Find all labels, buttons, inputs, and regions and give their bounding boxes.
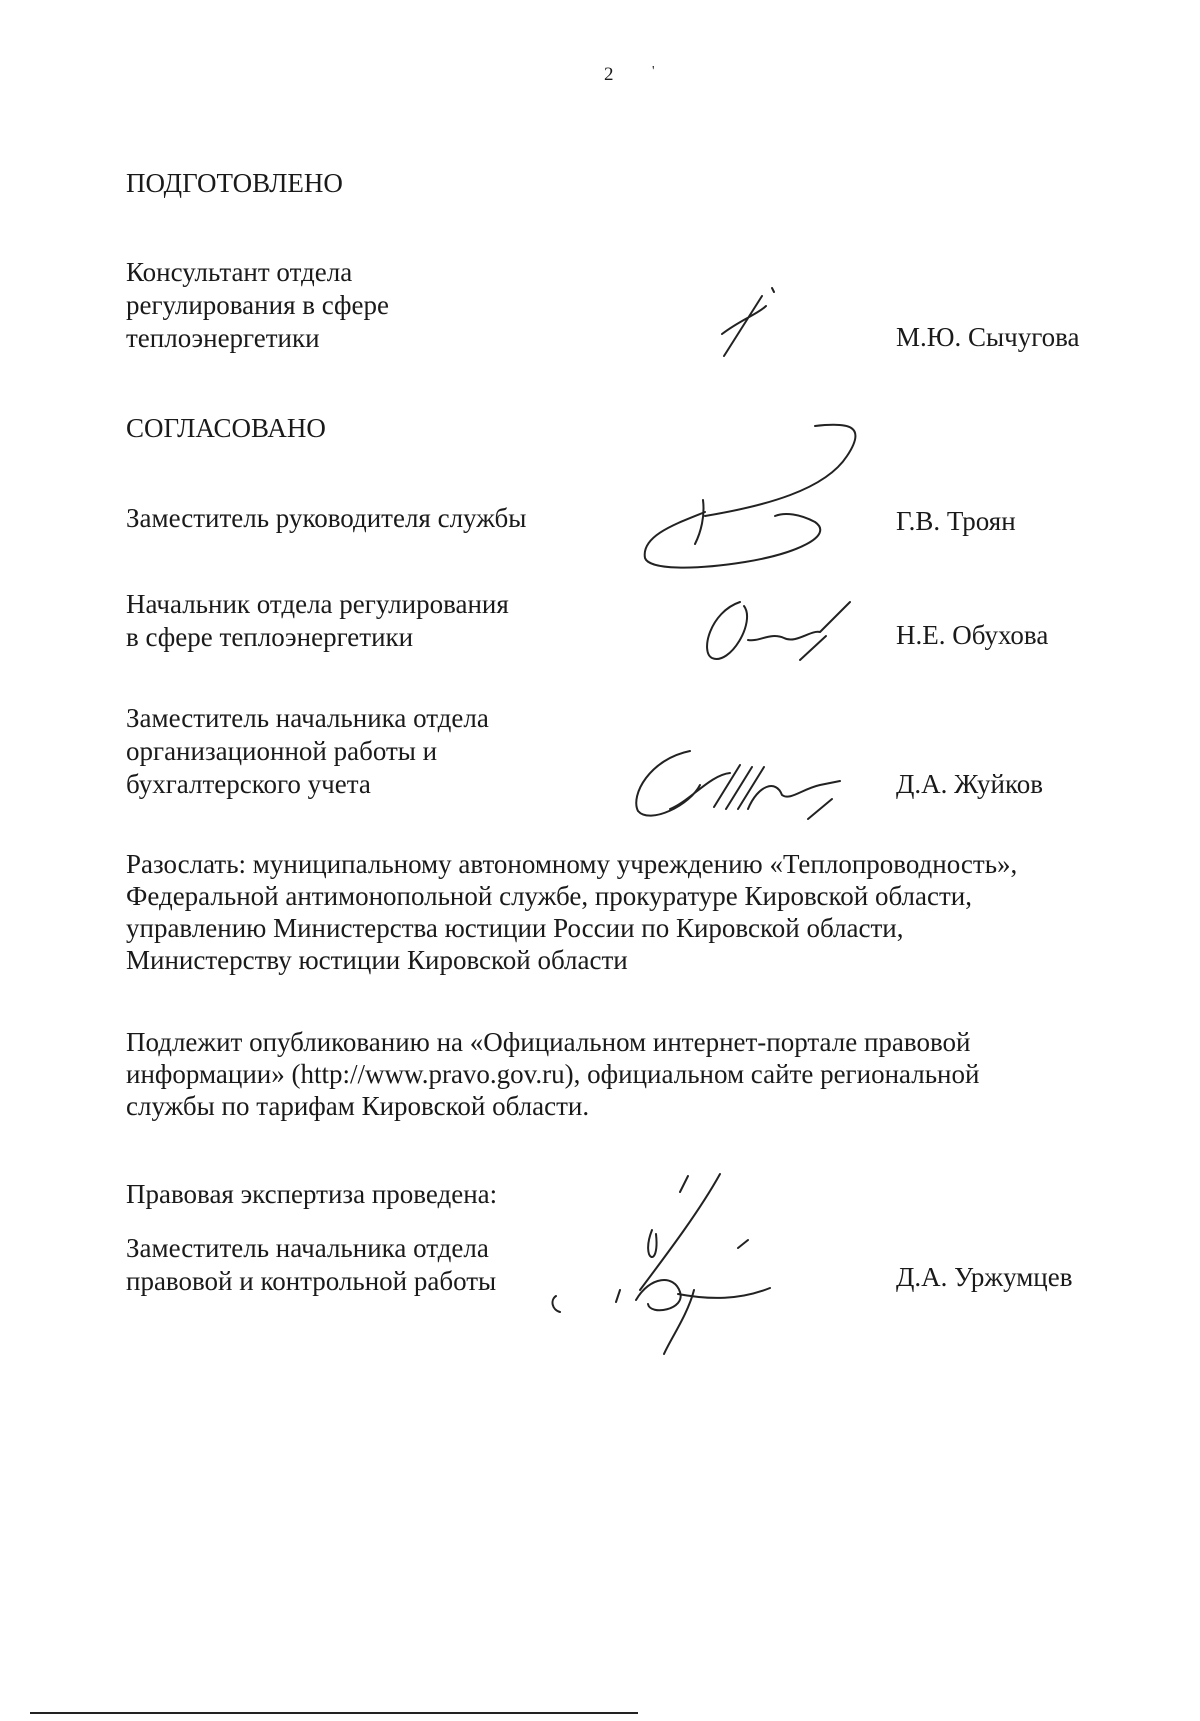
paragraph-line: Подлежит опубликованию на «Официальном интернет-портале правовой [126,1027,971,1057]
position-line: организационной работы и [126,736,438,766]
agreed-heading: СОГЛАСОВАНО [126,413,326,443]
position-line: Начальник отдела регулирования [126,589,509,619]
position-line: регулирования в сфере [126,290,390,320]
signature-sychugova [700,284,790,364]
signature-obukhova [700,592,860,672]
legal-review-position [126,1232,496,1298]
position-line: Заместитель руководителя службы [126,503,527,533]
page-number: 2 [604,64,614,85]
paragraph-line: Разослать: муниципальному автономному учреждению «Теплопроводность», [126,849,1018,879]
signature-zhuikov [630,745,860,825]
paragraph-line: Министерству юстиции Кировской области [126,945,628,975]
position-line: Консультант отдела [126,257,353,287]
distribution-paragraph [126,848,1104,976]
signer-name: Г.В. Троян [896,506,1016,536]
prepared-position [126,256,389,355]
position-line: бухгалтерского учета [126,769,371,799]
signer-position [126,702,489,801]
signature-urzhumtsev [540,1170,800,1340]
prepared-heading: ПОДГОТОВЛЕНО [126,168,343,198]
prepared-name: М.Ю. Сычугова [896,322,1080,352]
signer-name: Д.А. Жуйков [896,769,1043,799]
footer-divider [30,1712,638,1714]
paragraph-line: информации» (http://www.pravo.gov.ru), официальном сайте региональной [126,1059,980,1089]
publication-paragraph [126,1026,1104,1122]
signature-troyan [635,420,895,580]
signer-position [126,502,526,535]
legal-review-label: Правовая экспертиза проведена: [126,1179,498,1209]
position-line: правовой и контрольной работы [126,1266,497,1296]
paragraph-line: управлению Министерства юстиции России по Кировской области, [126,913,904,943]
position-line: Заместитель начальника отдела [126,703,489,733]
paragraph-line: Федеральной антимонопольной службе, прокуратуре Кировской области, [126,881,972,911]
signer-position [126,588,509,654]
position-line: Заместитель начальника отдела [126,1233,489,1263]
page-mark: ' [652,64,655,79]
paragraph-line: службы по тарифам Кировской области. [126,1091,590,1121]
position-line: в сфере теплоэнергетики [126,622,414,652]
signer-name: Н.Е. Обухова [896,620,1049,650]
position-line: теплоэнергетики [126,323,320,353]
legal-review-name: Д.А. Уржумцев [896,1262,1073,1292]
